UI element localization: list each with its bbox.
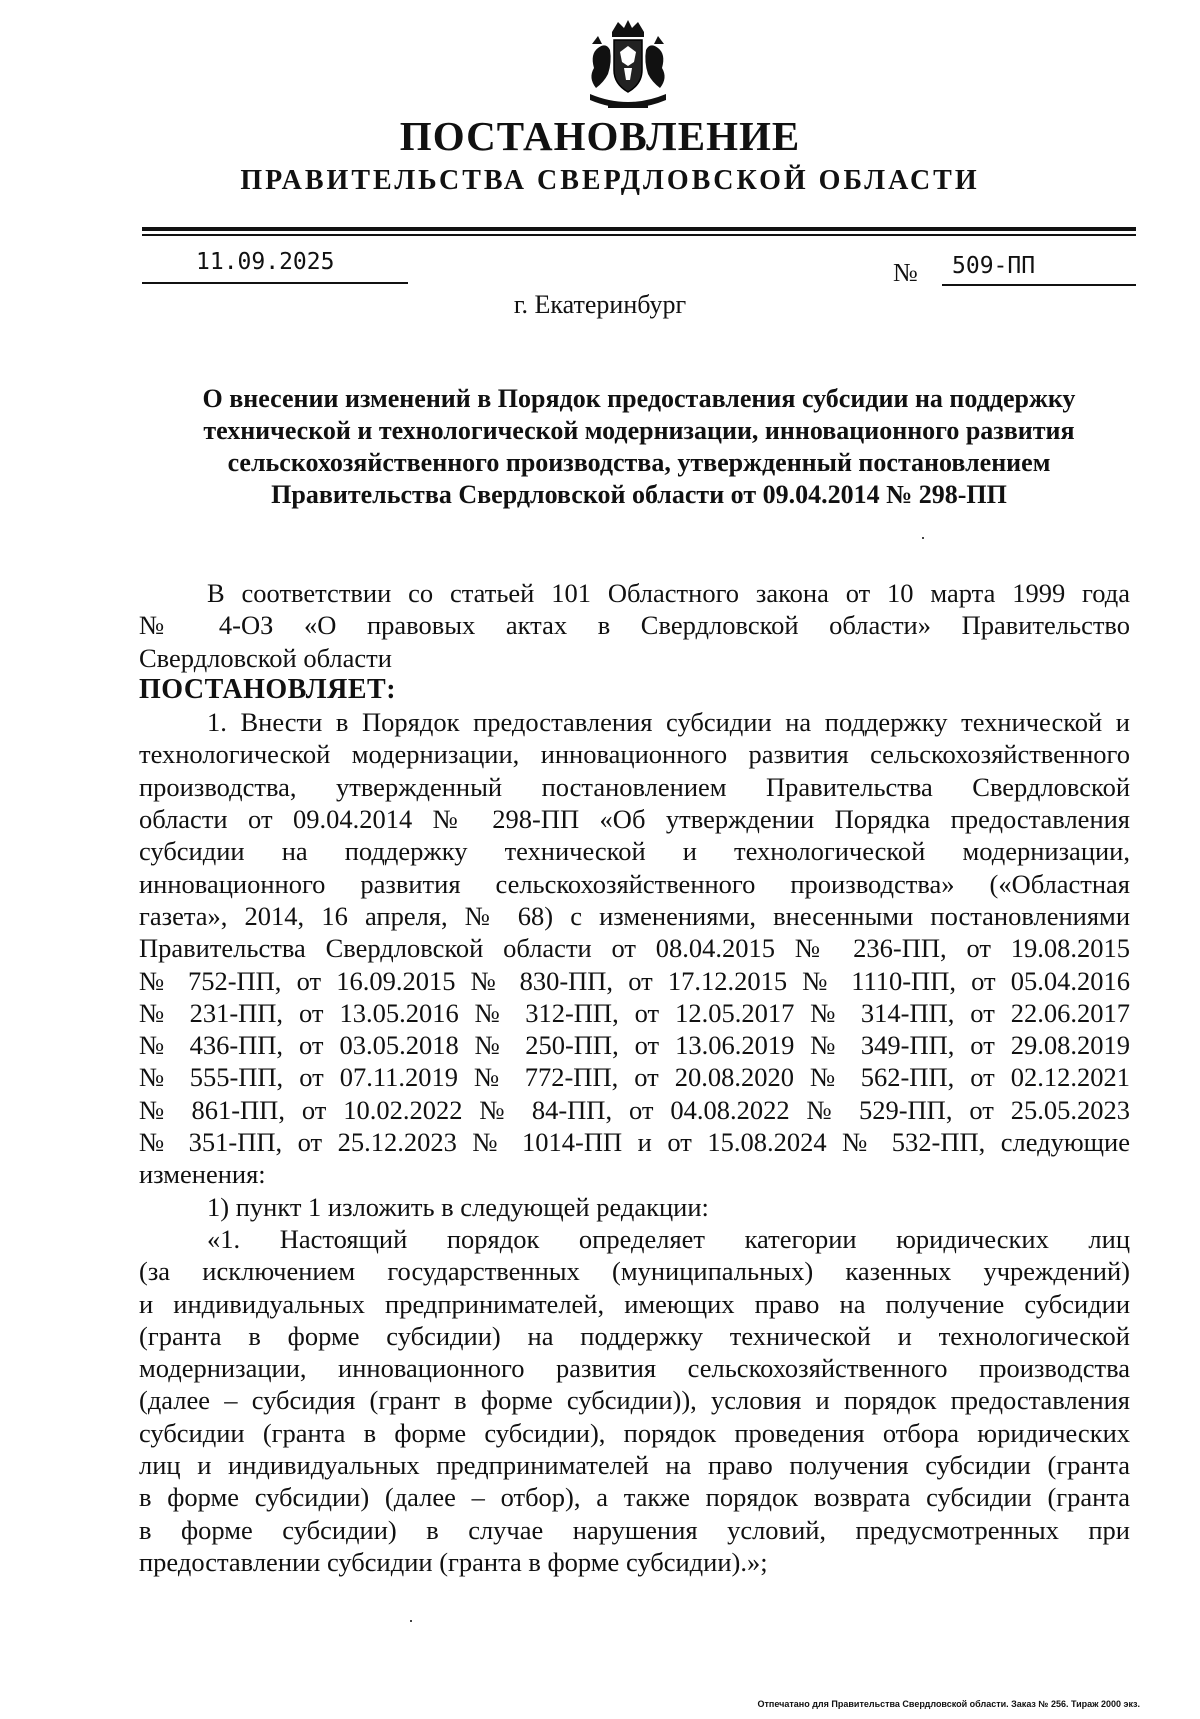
text-line: газета», 2014, 16 апреля, № 68) с изменениями, внесенными постановлениями bbox=[139, 900, 1130, 931]
text-line: Правительства Свердловской области от 08.04.2015 № 236-ПП, от 19.08.2015 bbox=[139, 933, 1130, 964]
print-footer-note: Отпечатано для Правительства Свердловской области. Заказ № 256. Тираж 2000 экз. bbox=[757, 1699, 1140, 1709]
scan-speck bbox=[410, 1620, 412, 1622]
text-line: в форме субсидии) (далее – отбор), а также порядок возврата субсидии (гранта bbox=[139, 1482, 1130, 1513]
text-line: (гранта в форме субсидии) на поддержку технической и технологической bbox=[139, 1320, 1130, 1351]
coat-of-arms-icon bbox=[568, 18, 688, 118]
resolves-paragraph bbox=[139, 674, 1130, 706]
text-line: производства, утвержденный постановлением Правительства Свердловской bbox=[139, 771, 1130, 802]
subitem-1-paragraph bbox=[139, 1191, 1130, 1223]
text-line: «1. Настоящий порядок определяет категории юридических лиц bbox=[207, 1223, 1130, 1254]
item-1-paragraph bbox=[139, 706, 1130, 1190]
text-line: № 4-ОЗ «О правовых актах в Свердловской области» Правительство bbox=[139, 610, 1130, 641]
document-type-title: ПОСТАНОВЛЕНИЕ bbox=[399, 113, 801, 159]
text-line: в форме субсидии) в случае нарушения условий, предусмотренных при bbox=[139, 1514, 1130, 1545]
text-line: (далее – субсидия (грант в форме субсидии)), условия и порядок предоставления bbox=[139, 1385, 1130, 1416]
city-line: г. Екатеринбург bbox=[513, 290, 687, 319]
quoted-paragraph bbox=[139, 1223, 1130, 1578]
text-line: модернизации, инновационного развития сельскохозяйственного производства bbox=[139, 1353, 1130, 1384]
text-line: № 231-ПП, от 13.05.2016 № 312-ПП, от 12.05.2017 № 314-ПП, от 22.06.2017 bbox=[139, 997, 1130, 1028]
text-line: лиц и индивидуальных предпринимателей на право получения субсидии (гранта bbox=[139, 1450, 1130, 1481]
document-body bbox=[139, 577, 1130, 1578]
text-line: предоставлении субсидии (гранта в форме субсидии).»; bbox=[139, 1546, 768, 1577]
heading-line: технической и технологической модернизации, инновационного развития bbox=[203, 416, 1075, 445]
text-line: 1. Внести в Порядок предоставления субсидии на поддержку технической и bbox=[207, 707, 1130, 738]
heading-line: О внесении изменений в Порядок предоставления субсидии на поддержку bbox=[202, 384, 1076, 413]
heading-line: сельскохозяйственного производства, утвержденный постановлением bbox=[227, 448, 1051, 477]
header-divider-thick bbox=[142, 227, 1136, 231]
text-line: № 861-ПП, от 10.02.2022 № 84-ПП, от 04.08.2022 № 529-ПП, от 25.05.2023 bbox=[139, 1094, 1130, 1125]
number-sign: № bbox=[893, 258, 918, 287]
text-line: субсидии (гранта в форме субсидии), порядок проведения отбора юридических bbox=[139, 1417, 1130, 1448]
text-line: субсидии на поддержку технической и технологической модернизации, bbox=[139, 836, 1130, 867]
heading-line: Правительства Свердловской области от 09.04.2014 № 298-ПП bbox=[271, 480, 1007, 509]
text-line: и индивидуальных предпринимателей, имеющих право на получение субсидии bbox=[139, 1288, 1130, 1319]
scan-speck bbox=[922, 537, 924, 539]
text-line: № 752-ПП, от 16.09.2015 № 830-ПП, от 17.12.2015 № 1110-ПП, от 05.04.2016 bbox=[139, 965, 1130, 996]
text-line: области от 09.04.2014 № 298-ПП «Об утверждении Порядка предоставления bbox=[139, 804, 1130, 835]
issuing-authority-title: ПРАВИТЕЛЬСТВА СВЕРДЛОВСКОЙ ОБЛАСТИ bbox=[240, 165, 980, 196]
text-line: В соответствии со статьей 101 Областного закона от 10 марта 1999 года bbox=[207, 578, 1130, 608]
document-heading bbox=[142, 383, 1136, 511]
document-date: 11.09.2025 bbox=[196, 249, 335, 275]
text-line: технологической модернизации, инновационного развития сельскохозяйственного bbox=[139, 739, 1130, 770]
resolves-label: ПОСТАНОВЛЯЕТ: bbox=[139, 673, 397, 705]
date-underline bbox=[142, 282, 408, 284]
number-underline bbox=[942, 284, 1136, 286]
preamble-paragraph bbox=[139, 577, 1130, 674]
text-line: инновационного развития сельскохозяйственного производства» («Областная bbox=[139, 868, 1130, 899]
header-divider-thin bbox=[142, 234, 1136, 236]
text-line: 1) пункт 1 изложить в следующей редакции: bbox=[207, 1191, 709, 1222]
text-line: Свердловской области bbox=[139, 642, 392, 673]
document-number: 509-ПП bbox=[952, 253, 1036, 279]
text-line: изменения: bbox=[139, 1159, 266, 1190]
text-line: № 436-ПП, от 03.05.2018 № 250-ПП, от 13.06.2019 № 349-ПП, от 29.08.2019 bbox=[139, 1030, 1130, 1061]
text-line: (за исключением государственных (муниципальных) казенных учреждений) bbox=[139, 1256, 1130, 1287]
text-line: № 351-ПП, от 25.12.2023 № 1014-ПП и от 15.08.2024 № 532-ПП, следующие bbox=[139, 1127, 1130, 1158]
text-line: № 555-ПП, от 07.11.2019 № 772-ПП, от 20.08.2020 № 562-ПП, от 02.12.2021 bbox=[139, 1062, 1130, 1093]
